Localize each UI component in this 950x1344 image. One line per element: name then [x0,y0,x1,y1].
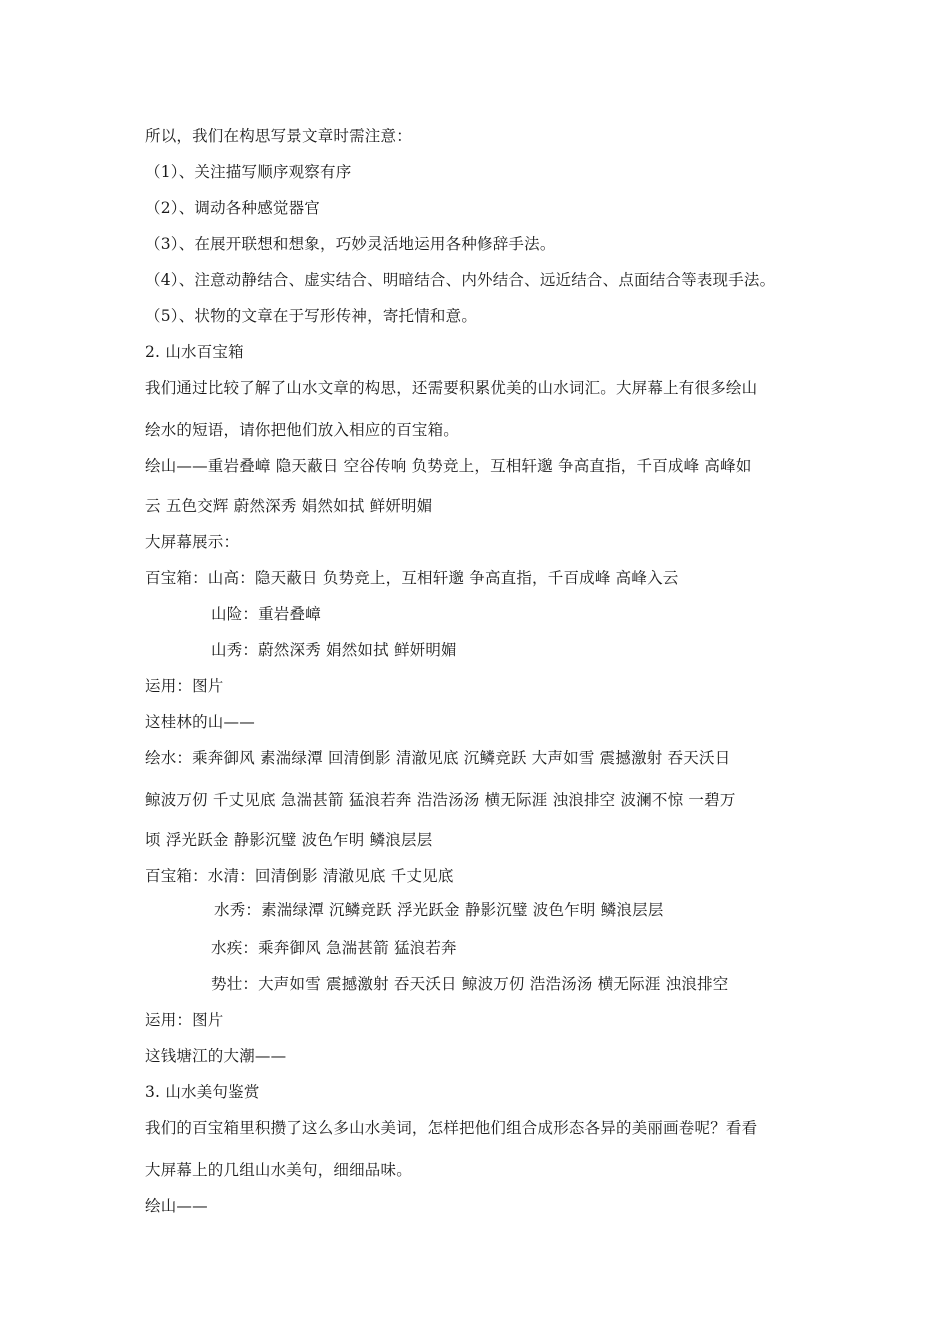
paragraph-line: 水秀：素湍绿潭 沉鳞竞跃 浮光跃金 静影沉璧 波色乍明 鳞浪层层 [214,901,664,919]
paragraph-line: 百宝箱：山高：隐天蔽日 负势竞上，互相轩邈 争高直指，千百成峰 高峰入云 [145,569,679,587]
paragraph-line: （2）、调动各种感觉器官 [145,199,321,217]
paragraph-line: 鲸波万仞 千丈见底 急湍甚箭 猛浪若奔 浩浩汤汤 横无际涯 浊浪排空 波澜不惊 一碧万 [145,791,736,809]
paragraph-line: 绘山—— [145,1197,208,1215]
paragraph-line: （5）、状物的文章在于写形传神，寄托情和意。 [145,307,478,325]
paragraph-line: 绘山——重岩叠嶂 隐天蔽日 空谷传响 负势竞上，互相轩邈 争高直指，千百成峰 高峰如 [145,457,752,475]
paragraph-line: （4）、注意动静结合、虚实结合、明暗结合、内外结合、远近结合、点面结合等表现手法。 [145,271,776,289]
paragraph-line: 大屏幕展示： [145,533,240,551]
paragraph-line: 势壮：大声如雪 震撼激射 吞天沃日 鲸波万仞 浩浩汤汤 横无际涯 浊浪排空 [211,975,729,993]
paragraph-line: 顷 浮光跃金 静影沉璧 波色乍明 鳞浪层层 [145,831,433,849]
paragraph-line: 运用：图片 [145,677,224,695]
paragraph-line: 山险：重岩叠嶂 [211,605,321,623]
paragraph-line: 我们通过比较了解了山水文章的构思，还需要积累优美的山水词汇。大屏幕上有很多绘山 [145,379,758,397]
section-heading: 3. 山水美句鉴赏 [145,1083,260,1101]
paragraph-line: 水疾：乘奔御风 急湍甚箭 猛浪若奔 [211,939,457,957]
paragraph-line: 所以，我们在构思写景文章时需注意： [145,127,412,145]
section-heading: 2. 山水百宝箱 [145,343,244,361]
paragraph-line: 我们的百宝箱里积攒了这么多山水美词，怎样把他们组合成形态各异的美丽画卷呢？看看 [145,1119,758,1137]
paragraph-line: 大屏幕上的几组山水美句，细细品味。 [145,1161,412,1179]
paragraph-line: 运用：图片 [145,1011,224,1029]
paragraph-line: （3）、在展开联想和想象，巧妙灵活地运用各种修辞手法。 [145,235,556,253]
paragraph-line: 山秀：蔚然深秀 娟然如拭 鲜妍明媚 [211,641,457,659]
paragraph-line: 云 五色交辉 蔚然深秀 娟然如拭 鲜妍明媚 [145,497,433,515]
paragraph-line: 百宝箱：水清：回清倒影 清澈见底 千丈见底 [145,867,454,885]
paragraph-line: 绘水的短语，请你把他们放入相应的百宝箱。 [145,421,460,439]
paragraph-line: 这桂林的山—— [145,713,255,731]
paragraph-line: （1）、关注描写顺序观察有序 [145,163,352,181]
paragraph-line: 这钱塘江的大潮—— [145,1047,287,1065]
paragraph-line: 绘水：乘奔御风 素湍绿潭 回清倒影 清澈见底 沉鳞竞跃 大声如雪 震撼激射 吞天沃日 [145,749,731,767]
